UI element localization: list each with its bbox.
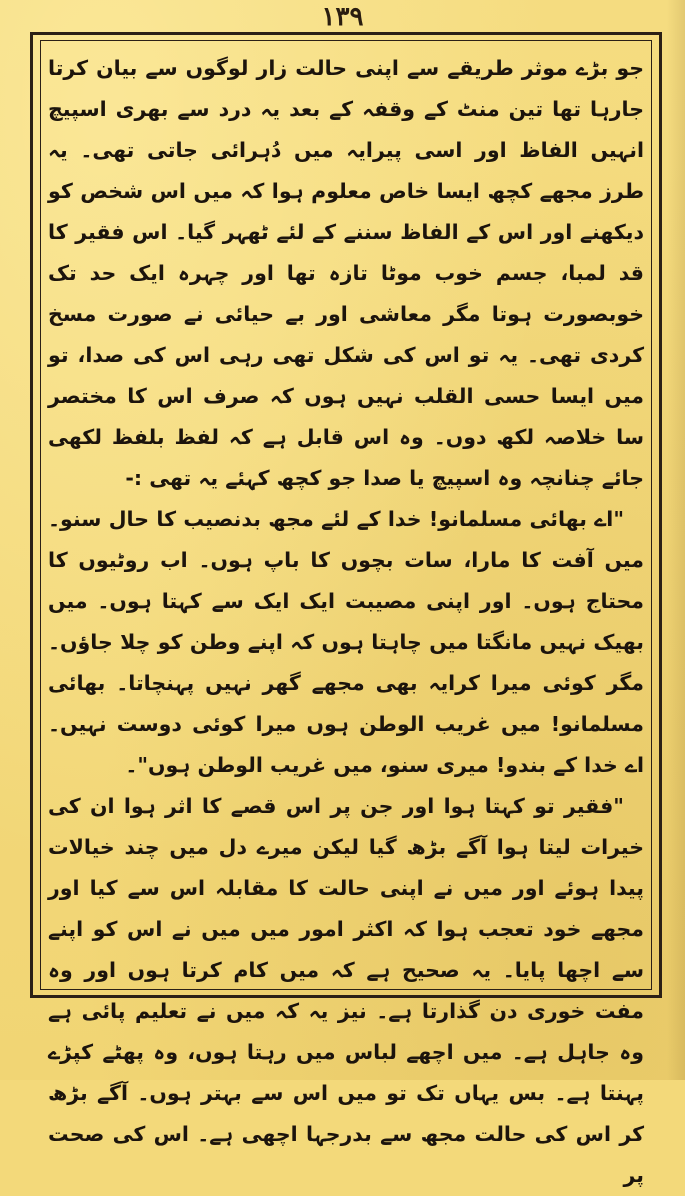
page-edge-shadow	[667, 0, 685, 1080]
paragraph-intro: جو بڑے موثر طریقے سے اپنی حالت زار لوگوں سے بیان کرتا جارہا تھا تین منٹ کے وقفہ کے بعد یہ درد سے بھری اسپیچ انہیں الفاظ اور اسی پیرایہ میں دُہرائی جاتی تھی۔ یہ طرز مجھے کچھ ایسا خاص معلوم ہوا کہ میں اس شخص کو دیکھنے اور اس کے الفاظ سننے کے لئے ٹھہر گیا۔ اس فقیر کا قد لمبا، جسم خوب موٹا تازہ تھا اور چہرہ ایک حد تک خوبصورت ہوتا مگر معاشی اور بے حیائی نے صورت مسخ کردی تھی۔ یہ تو اس کی شکل تھی رہی اس کی صدا، تو میں ایسا حسی القلب نہیں ہوں کہ صرف اس کا مختصر سا خلاصہ لکھ دوں۔ وہ اس قابل ہے کہ لفظ بلفظ لکھی جائے چنانچہ وہ اسپیچ یا صدا جو کچھ کہئے یہ تھی :-	[48, 56, 644, 490]
page-number: ۱۳۹	[321, 2, 364, 32]
paragraph-reflection: "فقیر تو کہتا ہوا اور جن پر اس قصے کا اثر ہوا ان کی خیرات لیتا ہوا آگے بڑھ گیا لیکن میرے دل میں چند خیالات پیدا ہوئے اور میں نے اپنی حالت کا مقابلہ اس سے کیا اور مجھے خود تعجب ہوا کہ اکثر امور میں میں نے اس کو اپنے سے اچھا پایا۔ یہ صحیح ہے کہ میں کام کرتا ہوں اور وہ مفت خوری دن گذارتا ہے۔ نیز یہ کہ میں نے تعلیم پائی ہے وہ جاہل ہے۔ میں اچھے لباس میں رہتا ہوں، وہ پھٹے کپڑے پہنتا ہے۔ بس یہاں تک تو میں اس سے بہتر ہوں۔ آگے بڑھ کر اس کی حالت مجھ سے بدرجہا اچھی ہے۔ اس کی صحت پر	[48, 794, 644, 1187]
body-text	[48, 48, 644, 1187]
paragraph-beggar-speech: "اے بھائی مسلمانو! خدا کے لئے مجھ بدنصیب کا حال سنو۔ میں آفت کا مارا، سات بچوں کا باپ ہوں۔ اب روٹیوں کا محتاج ہوں۔ اور اپنی مصیبت ایک ایک سے کہتا ہوں۔ میں بھیک نہیں مانگتا میں چاہتا ہوں کہ اپنے وطن کو چلا جاؤں۔ مگر کوئی میرا کرایہ بھی مجھے گھر نہیں پہنچاتا۔ بھائی مسلمانو! میں غریب الوطن ہوں میرا کوئی دوست نہیں۔ اے خدا کے بندو! میری سنو، میں غریب الوطن ہوں"۔	[48, 507, 644, 777]
